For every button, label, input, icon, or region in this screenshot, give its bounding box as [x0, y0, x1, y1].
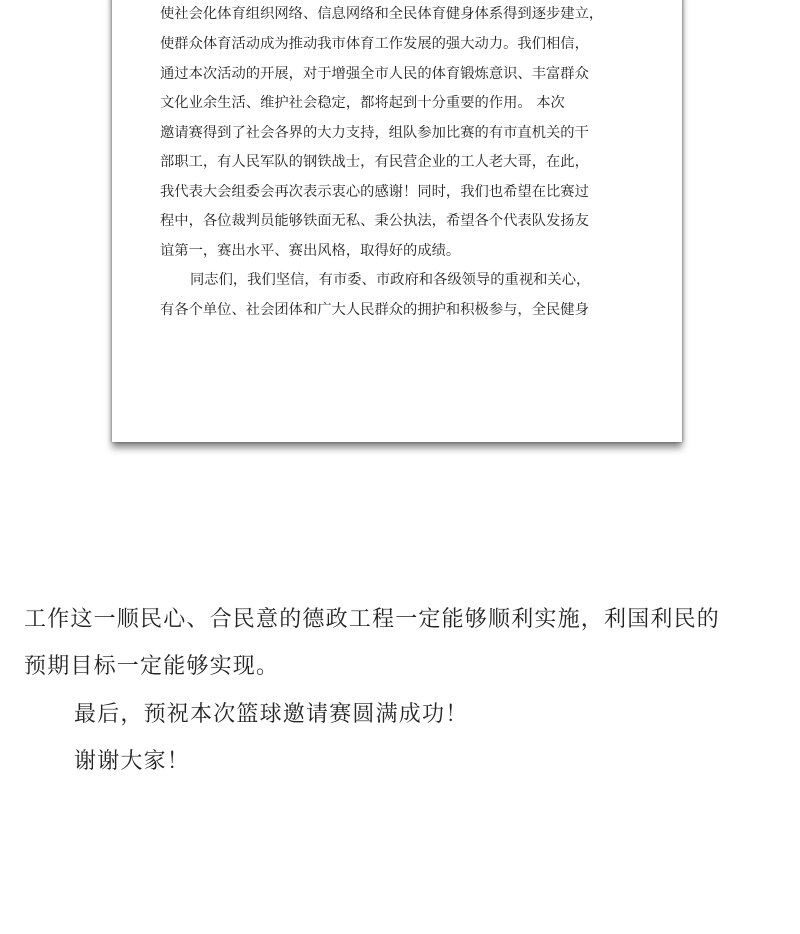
page-text-line: 谊第一，赛出水平、赛出风格，取得好的成绩。 — [160, 243, 461, 259]
page-text-line: 文化业余生活、维护社会稳定，都将起到十分重要的作用。 本次 — [160, 95, 565, 111]
document-page-preview — [112, 0, 682, 442]
body-text-line: 预期目标一定能够实现。 — [24, 654, 280, 679]
body-text-line: 谢谢大家！ — [74, 749, 191, 774]
page-text-line: 同志们，我们坚信，有市委、市政府和各级领导的重视和关心， — [190, 272, 591, 288]
page-text-line: 部职工，有人民军队的钢铁战士，有民营企业的工人老大哥，在此， — [160, 154, 589, 170]
page-text-line: 通过本次活动的开展，对于增强全市人民的体育锻炼意识、丰富群众 — [160, 66, 589, 82]
body-text-line: 最后，预祝本次篮球邀请赛圆满成功！ — [74, 702, 469, 727]
body-text-line: 工作这一顺民心、合民意的德政工程一定能够顺利实施，利国利民的 — [24, 607, 721, 632]
page-text-line: 邀请赛得到了社会各界的大力支持，组队参加比赛的有市直机关的干 — [160, 125, 589, 141]
page-text-line: 使群众体育活动成为推动我市体育工作发展的强大动力。我们相信， — [160, 36, 589, 52]
page-text-line: 程中，各位裁判员能够铁面无私、秉公执法，希望各个代表队发扬友 — [160, 213, 589, 229]
page-text-line: 有各个单位、社会团体和广大人民群众的拥护和积极参与，全民健身 — [160, 302, 589, 318]
page-text-line: 使社会化体育组织网络、信息网络和全民体育健身体系得到逐步建立， — [160, 6, 604, 22]
page-text-line: 我代表大会组委会再次表示衷心的感谢！同时，我们也希望在比赛过 — [160, 184, 589, 200]
